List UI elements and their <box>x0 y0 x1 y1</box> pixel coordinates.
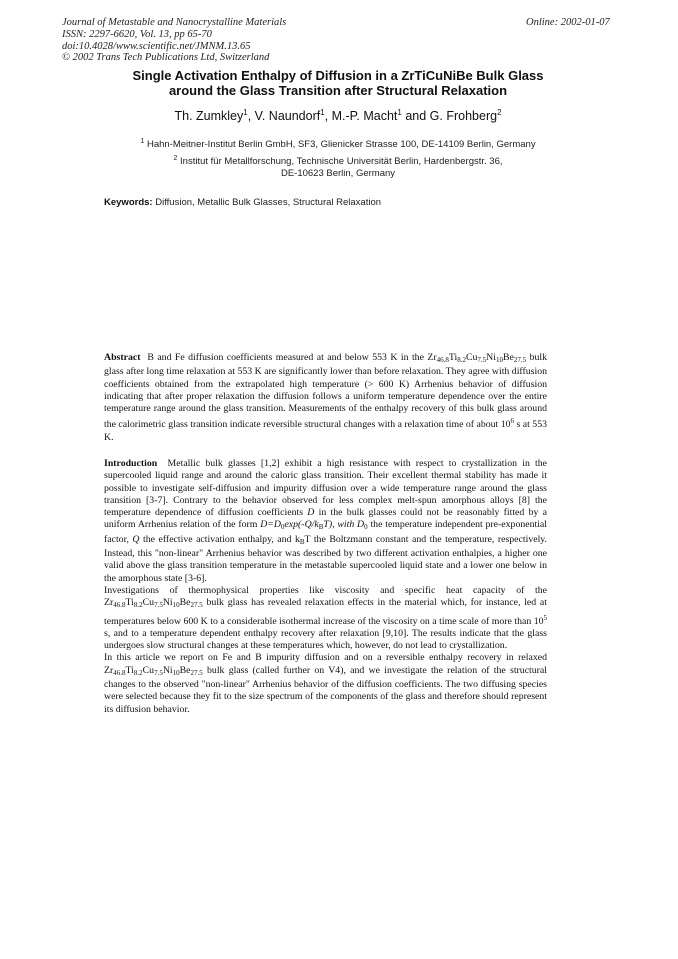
keywords-text: Diffusion, Metallic Bulk Glasses, Structural Relaxation <box>155 197 382 208</box>
subscript: 0 <box>280 523 285 532</box>
journal-name: Journal of Metastable and Nanocrystalline Materials <box>62 17 287 28</box>
text-run: Cu <box>142 597 155 609</box>
subscript: 7.5 <box>154 668 163 677</box>
author-affil-mark: 1 <box>320 108 325 117</box>
abstract-section <box>104 352 547 444</box>
text-run: Metallic bulk glasses [1,2] exhibit a high resistance with respect to crystallization in the supercooled liquid range and around the caloric glass transition. Their excellent thermal stability has made it possible to investigate self-diffusion and impurity diffusion over a wide temperature range around the glass transition [3-7]. Contrary to the behavior observed for less complex melt-spun amorphous alloys [8] the temperature dependence of diffusion coefficients <box>104 458 547 519</box>
subscript: 27.5 <box>513 356 527 364</box>
issn-line: ISSN: 2297-6620, Vol. 13, pp 65-70 <box>62 28 212 40</box>
text-run: bulk glass has revealed relaxation effects in the material which, for instance, led at temperatures below 600 K to a considerable isothermal increase of the viscosity on a time scale of more than 10 <box>104 597 547 627</box>
title-line-2: around the Glass Transition after Structural Relaxation <box>168 83 508 98</box>
subscript: 10 <box>495 356 503 364</box>
introduction-label: Introduction <box>104 458 158 469</box>
author-affil-mark: 1 <box>243 108 248 117</box>
title-line-1: Single Activation Enthalpy of Diffusion in a ZrTiCuNiBe Bulk Glass <box>132 68 544 83</box>
affil-text: Hahn-Meitner-Institut Berlin GmbH, SF3, Glienicker Strasse 100, DE-14109 Berlin, Germany <box>146 139 536 151</box>
subscript: 46.8 <box>436 356 449 364</box>
affil-mark: 2 <box>173 155 178 162</box>
affiliation-1 <box>60 136 616 151</box>
text-run: s at 553 K. <box>104 419 547 443</box>
subscript: 7.5 <box>477 356 487 364</box>
text-run: Be <box>179 597 191 609</box>
math-symbol: Q <box>132 533 140 545</box>
text-run: bulk glass after long time relaxation at 553 K are significantly lower than before relaxation. They agree with diffusion coefficients obtained from the extrapolated high temperature (> 600 K) Arrhenius behavior of diffusion indicating that after proper relaxation the diffusion follows a uniform temperature dependence over the entire temperature range around the glass transition. Measurements of the enthalpy recovery of this bulk glass around the calorimetric glass transition indicate reversible structural changes with a relaxation time of about 10 <box>104 352 547 431</box>
superscript: 6 <box>510 417 515 426</box>
subscript: 10 <box>172 601 180 610</box>
author-name: M.-P. Macht <box>331 109 398 124</box>
doi-line: doi:10.4028/www.scientific.net/JMNM.13.65 <box>62 40 251 52</box>
subscript: 8.2 <box>133 668 143 677</box>
text-run: Investigations of thermophysical properties like viscosity and specific heat capacity of the Zr <box>104 584 547 609</box>
copyright-line: © 2002 Trans Tech Publications Ltd, Switzerland <box>62 52 270 64</box>
subscript: 8.2 <box>133 601 143 610</box>
affil-text: Institut für Metallforschung, Technische Universität Berlin, Hardenbergstr. 36, <box>180 156 503 168</box>
math-symbol: exp(-Q/k <box>284 519 319 531</box>
author-list: Th. Zumkley$^1$, V. Naundorf$^1$, M.-P. Macht$^1$ and G. Frohberg$^2$ <box>174 108 502 124</box>
subscript: 10 <box>172 668 180 677</box>
subscript: 27.5 <box>190 601 203 610</box>
text-run: Ti <box>125 597 134 609</box>
text-run: Ti <box>125 664 134 676</box>
text-run: Be <box>502 352 514 363</box>
text-run: Cu <box>142 664 155 676</box>
text-run: Be <box>179 664 191 676</box>
paper-title <box>60 68 616 98</box>
subscript: 0 <box>364 523 368 532</box>
subscript: 8.2 <box>457 356 466 364</box>
online-date: Online: 2002-01-07 <box>526 17 610 28</box>
subscript: B <box>318 523 324 532</box>
text-run: Ni <box>486 352 496 363</box>
text-run: In this article we report on Fe and B impurity diffusion and on a reversible enthalpy recovery in relaxed Zr <box>104 652 547 676</box>
text-run: s, and to a temperature dependent enthalpy recovery after relaxation [9,10]. The results indicate that the glass undergoes slow structural changes at these temperatures which, however, do not lead to crystallization. <box>104 627 547 652</box>
intro-paragraph-3 <box>104 652 547 715</box>
intro-paragraph-2 <box>104 585 547 652</box>
math-symbol: D=D <box>260 519 281 531</box>
author-name: G. Frohberg <box>429 109 498 124</box>
author-name: Th. Zumkley <box>174 109 244 124</box>
journal-header <box>62 17 286 64</box>
text-run: Cu <box>465 352 478 363</box>
text-run: the temperature independent pre-exponential factor, <box>104 519 547 545</box>
superscript: 5 <box>543 613 547 622</box>
author-affil-mark: 1 <box>397 108 402 117</box>
author-conjunction: and <box>405 109 427 124</box>
text-run: B and Fe diffusion coefficients measured at and below 553 K in the Zr <box>147 352 437 363</box>
abstract-paragraph <box>104 352 547 444</box>
text-run: Ni <box>162 597 173 609</box>
text-run: in the bulk glasses could not be reasonably fitted by a uniform Arrhenius relation of the form <box>104 507 547 531</box>
keywords-label: Keywords: <box>104 197 153 208</box>
introduction-section <box>104 458 547 716</box>
affil-mark: 1 <box>140 138 145 145</box>
math-symbol: D <box>307 507 315 519</box>
intro-paragraph-1 <box>104 458 547 585</box>
affil-text: DE-10623 Berlin, Germany <box>280 168 396 180</box>
abstract-label: Abstract <box>104 352 141 363</box>
math-symbol: T), with D <box>323 519 365 531</box>
text-run: Ni <box>162 664 173 676</box>
subscript: 27.5 <box>190 668 203 677</box>
subscript: 46.8 <box>113 601 126 610</box>
subscript: B <box>299 537 305 546</box>
keywords <box>104 197 381 208</box>
text-run: the effective activation enthalpy, and k <box>139 533 300 545</box>
author-affil-mark: 2 <box>497 108 502 117</box>
text-run: Ti <box>448 352 458 363</box>
text-run: bulk glass (called further on V4), and we investigate the relation of the structural changes to the observed "non-linear" Arrhenius behavior of the diffusion coefficients. The two diffusing species were selected because they fit to the size spectrum of the components of the glass and therefore should represent its diffusion behavior. <box>104 664 547 715</box>
affiliation-2 <box>60 153 616 180</box>
subscript: 46.8 <box>113 668 126 677</box>
subscript: 7.5 <box>154 601 163 610</box>
text-run: T the Boltzmann constant and the temperature, respectively. Instead, this "non-linear" Arrhenius behavior was described by two different activation enthalpies, a higher one valid above the glass transition temperature in the metastable supercooled liquid state and a lower one below in the amorphous state [3-6]. <box>104 533 547 584</box>
author-name: V. Naundorf <box>254 109 321 124</box>
